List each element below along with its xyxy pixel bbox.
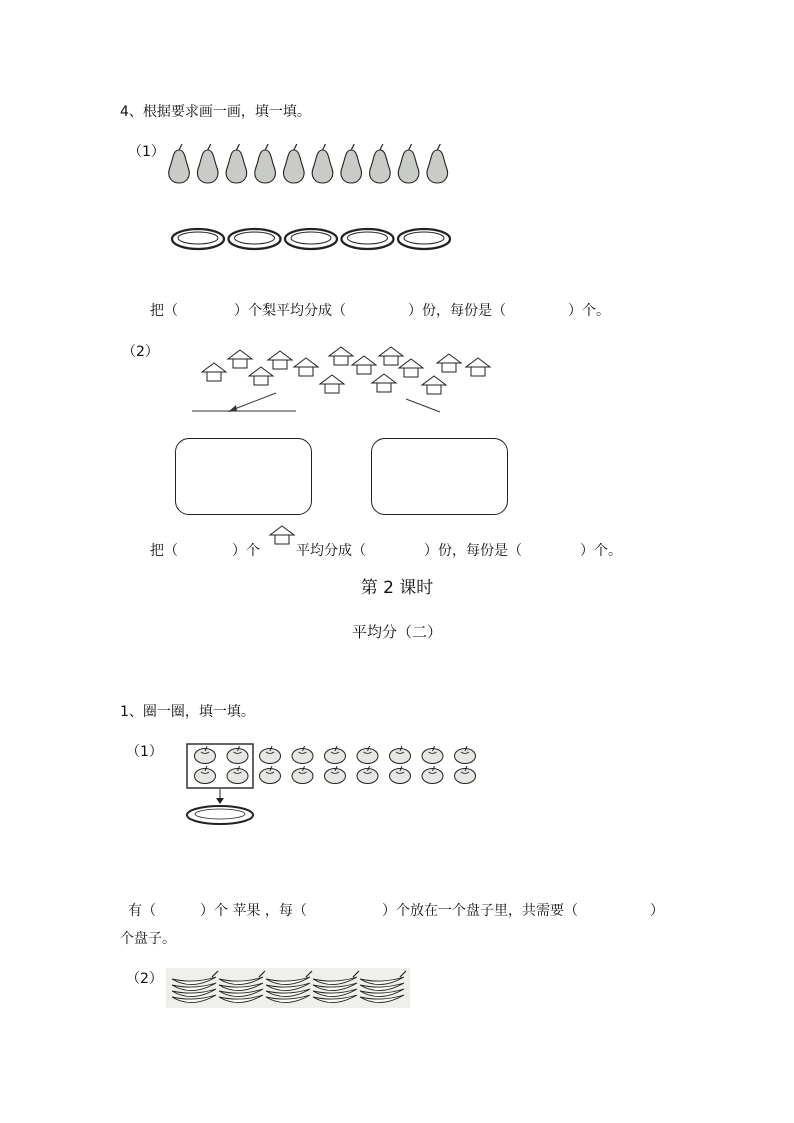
q2-sentence-part: 把（	[150, 543, 178, 559]
lesson-title: 第 2 课时	[360, 578, 434, 598]
s1-q1-label: （1）	[126, 744, 163, 760]
s1-sentence-part: 有（	[128, 903, 156, 919]
q1-sentence-part: 把（	[150, 303, 178, 319]
section-1-title: 1、圈一圈，填一填。	[120, 704, 255, 720]
s1-sentence-part: ）个 苹果 ，每（	[200, 903, 307, 919]
section-4-title: 4、根据要求画一画，填一填。	[120, 104, 311, 120]
q1-sentence-part: ）个梨平均分成（	[234, 303, 346, 319]
q2-sentence-part: ）份，每份是（	[424, 543, 522, 559]
lesson-subtitle: 平均分（二）	[351, 623, 442, 641]
s1-sentence-part: 个盘子。	[120, 931, 176, 947]
s1-q2-label: （2）	[126, 971, 163, 987]
q1-sentence-part: ）份，每份是（	[408, 303, 506, 319]
s1-sentence-part: ）个放在一个盘子里，共需要（	[382, 903, 578, 919]
q2-sentence-part: 平均分成（	[296, 543, 366, 559]
q1-sentence-part: ）个。	[568, 303, 610, 319]
q2-label: （2）	[122, 344, 159, 360]
q2-sentence-part: ）个。	[580, 543, 622, 559]
q1-label: （1）	[128, 144, 165, 160]
q2-sentence-part: ）个	[232, 543, 260, 559]
s1-sentence-part: ）	[650, 903, 664, 919]
